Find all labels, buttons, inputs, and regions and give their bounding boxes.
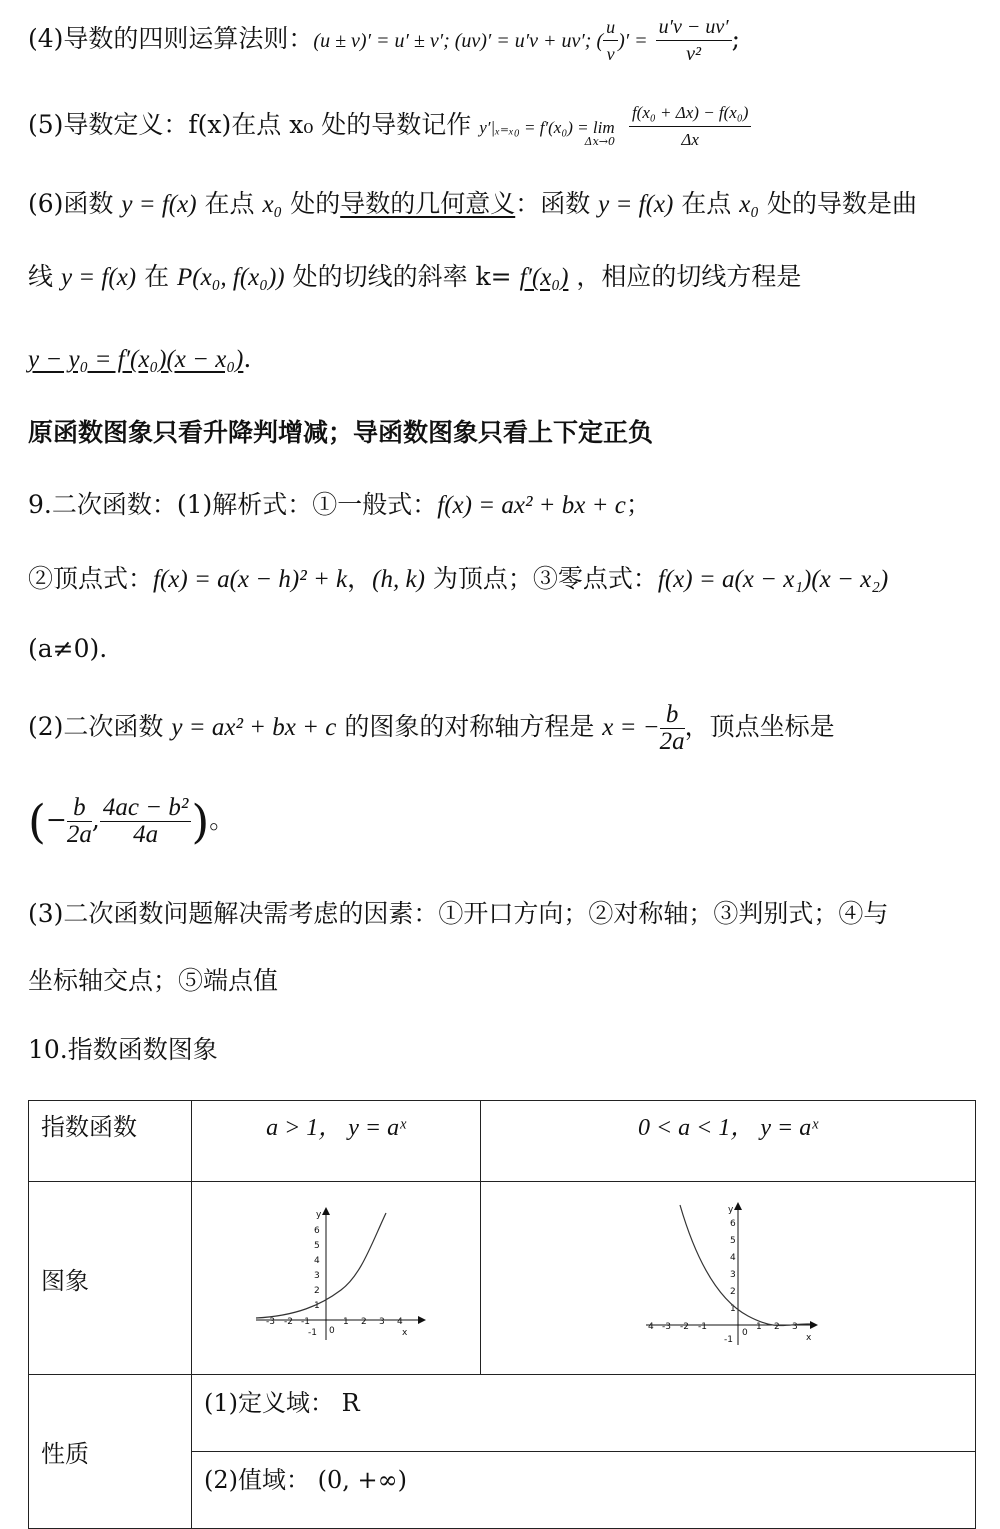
svg-text:2: 2 (730, 1287, 736, 1297)
header-a-gt-1: a > 1， y = aˣ (192, 1101, 481, 1182)
svg-text:-1: -1 (308, 1328, 317, 1338)
range-property: (2)值域： (0, +∞) (192, 1452, 976, 1529)
geometric-meaning-line: (6)函数 y = f(x) 在点 x₀ 处的导数的几何意义：函数 y = f(x) 在点 x₀ 处的导数是曲 (28, 189, 917, 218)
svg-text:6: 6 (730, 1219, 736, 1229)
vertex-coordinates: (− $\frac{b}{2a}$ , $\frac{\text{4ac − b²}}{4a}$ )。 (28, 794, 235, 849)
svg-text:-1: -1 (724, 1335, 733, 1345)
svg-text:-2: -2 (680, 1322, 689, 1332)
svg-text:1: 1 (314, 1301, 320, 1311)
header-label: 指数函数 (29, 1101, 192, 1182)
exponential-table (28, 1100, 976, 1529)
geometric-meaning-term: 导数的几何意义 (340, 189, 516, 218)
svg-text:1: 1 (343, 1317, 349, 1327)
svg-text:4: 4 (730, 1253, 736, 1263)
svg-text:2: 2 (361, 1317, 367, 1327)
svg-text:3: 3 (379, 1317, 385, 1327)
a-nonzero-line: (a≠0). (28, 634, 108, 663)
svg-text:x: x (402, 1328, 408, 1338)
svg-text:-1: -1 (301, 1317, 310, 1327)
derivative-rules-line: (4)导数的四则运算法则：(u ± v)′ = u′ ± v′; (uv)′ = u′v + uv′; ( $\frac{u}{v}$ )′ = $\frac{u'v - uv'}{\text{v²}}$ ; (28, 16, 741, 65)
svg-text:4: 4 (397, 1317, 403, 1327)
header-a-lt-1: 0 < a < 1， y = aˣ (481, 1101, 976, 1182)
quadratic-factors-line: (3)二次函数问题解决需考虑的因素：①开口方向；②对称轴；③判别式；④与 (28, 899, 889, 928)
domain-property: (1)定义域： R (192, 1375, 976, 1452)
tangent-slope-line: 线 y = f(x) 在 P(x₀, f(x₀)) 处的切线的斜率 k= f′(x₀) ，相应的切线方程是 (28, 262, 802, 291)
exp-section-title: 10.指数函数图象 (28, 1035, 218, 1064)
svg-text:3: 3 (314, 1271, 320, 1281)
svg-text:2: 2 (314, 1286, 320, 1296)
svg-text:4: 4 (648, 1322, 654, 1332)
svg-text:2: 2 (774, 1322, 780, 1332)
bold-summary: 原函数图象只看升降判增减；导函数图象只看上下定正负 (28, 418, 654, 447)
svg-text:-3: -3 (266, 1317, 275, 1327)
svg-text:-1: -1 (698, 1322, 707, 1332)
svg-text:1: 1 (756, 1322, 762, 1332)
graph-decreasing (481, 1182, 976, 1375)
svg-text:6: 6 (314, 1226, 320, 1236)
svg-text:3: 3 (792, 1322, 798, 1332)
svg-text:-2: -2 (284, 1317, 293, 1327)
graph-increasing (192, 1182, 481, 1375)
svg-text:0: 0 (329, 1326, 335, 1336)
svg-text:5: 5 (314, 1241, 320, 1251)
axis-of-symmetry-line: (2)二次函数 y = ax² + bx + c 的图象的对称轴方程是 x = − $\frac{b}{2a}$ ，顶点坐标是 (28, 701, 835, 755)
derivative-definition-line: (5)导数定义：f(x)在点 x₀ 处的导数记作 $y'|_{x=x0} = f'(x_0) = \lim_{\Delta x\to 0}$ $\frac{\text{f(x₀ + Δx) − f(x₀)}}{\Delta x}$ (28, 100, 976, 159)
svg-text:1: 1 (730, 1304, 736, 1314)
svg-text:4: 4 (314, 1256, 320, 1266)
svg-text:3: 3 (730, 1270, 736, 1280)
row-graph-label: 图象 (29, 1182, 192, 1375)
svg-text:y: y (728, 1205, 734, 1215)
exp-decay-graph (638, 1200, 818, 1350)
svg-text:x: x (806, 1333, 812, 1343)
label: (4)导数的四则运算法则： (28, 24, 314, 53)
exp-growth-graph (246, 1205, 426, 1345)
tangent-equation-line: y − y₀ = f′(x₀)(x − x₀). (28, 344, 252, 373)
svg-text:0: 0 (742, 1328, 748, 1338)
svg-text:y: y (316, 1210, 322, 1220)
row-property-label: 性质 (29, 1375, 192, 1529)
vertex-form-line: ②顶点式：f(x) = a(x − h)² + k，(h, k) 为顶点；③零点式：f(x) = a(x − x₁)(x − x₂) (28, 564, 889, 593)
svg-text:-3: -3 (662, 1322, 671, 1332)
svg-text:5: 5 (730, 1236, 736, 1246)
quadratic-factors-line-2: 坐标轴交点；⑤端点值 (28, 966, 279, 995)
quadratic-forms-line: 9.二次函数：(1)解析式：①一般式：f(x) = ax² + bx + c； (28, 490, 651, 519)
